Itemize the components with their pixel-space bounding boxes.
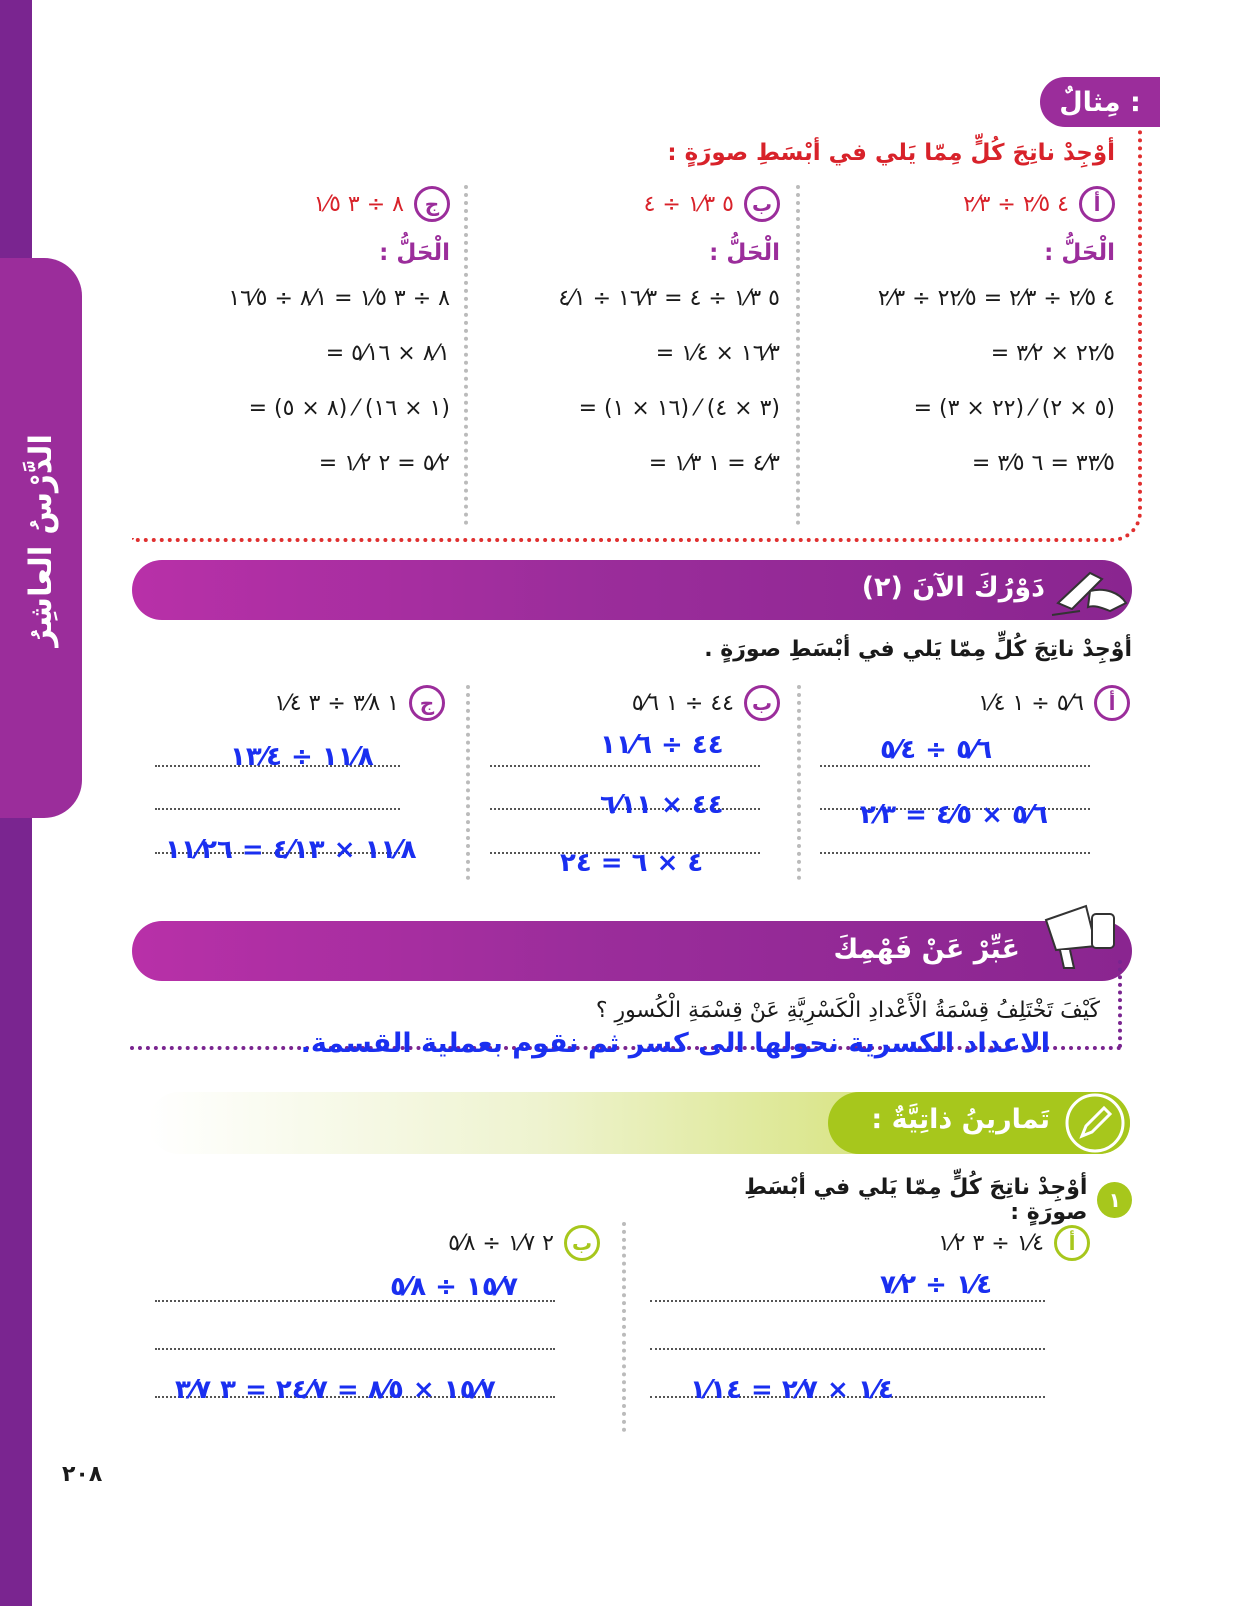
step: = (١٦ × ١) ⁄ (٣ × ٤): [578, 396, 780, 421]
pencil-hand-icon: [1050, 563, 1130, 617]
exercise-part-a: [780, 1225, 1090, 1261]
handwritten-answer: الاعداد الكسرية نحولها الى كسر ثم نقوم بعملية القسمة.: [300, 1028, 1050, 1059]
example-instruction: أوْجِدْ ناتِجَ كُلٍّ مِمّا يَلي في أبْسَطِ صورَةٍ :: [667, 140, 1115, 166]
handwritten-step: ٥⁄٦ × ٤⁄٥ = ٢⁄٣: [860, 800, 1049, 830]
step: = ٥⁄٢ = ٢ ١⁄٢: [318, 451, 450, 476]
problem: ١⁄٤ ÷ ٣ ١⁄٢: [938, 1230, 1044, 1256]
try-part-b: [490, 685, 780, 721]
exercise-instruction: أوْجِدْ ناتِجَ كُلٍّ مِمّا يَلي في أبْسَطِ صورَةٍ :: [744, 1175, 1088, 1225]
answer-line: [155, 1348, 555, 1350]
part-letter: أ: [1054, 1225, 1090, 1261]
answer-line: [820, 765, 1090, 767]
lesson-title: الدَّرْسُ العاشِرُ: [23, 433, 59, 647]
example-part-b: [485, 186, 780, 476]
handwritten-step: ٤٤ ÷ ١١⁄٦: [600, 730, 724, 760]
handwritten-step: ٤٤ × ٦⁄١١: [600, 790, 724, 820]
step: ٥ ١⁄٣ ÷ ٤ = ١٦⁄٣ ÷ ٤⁄١: [558, 286, 780, 311]
example-part-c: [150, 186, 450, 476]
column-divider: [466, 685, 470, 880]
problem: ١ ٣⁄٨ ÷ ٣ ١⁄٤: [274, 690, 399, 716]
solution-label: الْحَلُّ :: [379, 240, 450, 266]
example-part-a: [815, 186, 1115, 476]
problem: ٤٤ ÷ ١ ٥⁄٦: [631, 690, 734, 716]
step: ٤ ٢⁄٥ ÷ ٢⁄٣ = ٢٢⁄٥ ÷ ٢⁄٣: [877, 286, 1115, 311]
handwritten-step: ١⁄٤ ÷ ٧⁄٢: [880, 1270, 993, 1300]
part-letter: ب: [744, 685, 780, 721]
express-question: كَيْفَ تَخْتَلِفُ قِسْمَةُ الْأَعْدادِ الْكَسْرِيَّةِ عَنْ قِسْمَةِ الْكُسورِ ؟: [595, 998, 1100, 1023]
page-number: ٢٠٨: [62, 1462, 103, 1487]
step: = ٣٣⁄٥ = ٦ ٣⁄٥: [971, 451, 1115, 476]
try-now-title: دَوْرُكَ الآنَ (٢): [861, 572, 1045, 603]
step: = ٢٢⁄٥ × ٣⁄٢: [990, 341, 1115, 366]
column-divider: [797, 685, 801, 880]
step: ٨ ÷ ٣ ١⁄٥ = ٨⁄١ ÷ ١٦⁄٥: [228, 286, 450, 311]
column-divider: [464, 185, 468, 525]
handwritten-step: ١٥⁄٧ × ٨⁄٥ = ٢٤⁄٧ = ٣ ٣⁄٧: [175, 1375, 496, 1405]
column-divider: [796, 185, 800, 525]
problem: ٥ ١⁄٣ ÷ ٤: [643, 191, 734, 217]
express-border: [1118, 960, 1122, 1048]
handwritten-step: ١٥⁄٧ ÷ ٥⁄٨: [390, 1272, 518, 1302]
part-letter: ب: [744, 186, 780, 222]
try-part-c: [155, 685, 445, 721]
step: = ٨⁄١ × ٥⁄١٦: [325, 341, 450, 366]
handwritten-step: ٥⁄٦ ÷ ٥⁄٤: [880, 735, 993, 765]
problem: ٨ ÷ ٣ ١⁄٥: [313, 191, 404, 217]
handwritten-step: ٤ × ٦ = ٢٤: [560, 848, 704, 878]
megaphone-icon: [1040, 900, 1120, 972]
problem: ٤ ٢⁄٥ ÷ ٢⁄٣: [963, 191, 1069, 217]
part-letter: أ: [1094, 685, 1130, 721]
part-letter: ج: [409, 685, 445, 721]
express-title: عَبِّرْ عَنْ فَهْمِكَ: [833, 934, 1020, 965]
answer-line: [650, 1300, 1045, 1302]
step: = (٨ × ٥) ⁄ (١ × ١٦): [248, 396, 450, 421]
part-letter: أ: [1079, 186, 1115, 222]
step: = ٤⁄٣ = ١ ١⁄٣: [648, 451, 780, 476]
problem: ٥⁄٦ ÷ ١ ١⁄٤: [978, 690, 1084, 716]
exercise-part-b: [300, 1225, 600, 1261]
part-letter: ب: [564, 1225, 600, 1261]
solution-label: الْحَلُّ :: [1044, 240, 1115, 266]
part-letter: ج: [414, 186, 450, 222]
answer-line: [650, 1348, 1045, 1350]
pencil-icon: [1060, 1092, 1130, 1154]
problem: ٢ ١⁄٧ ÷ ٥⁄٨: [448, 1230, 554, 1256]
answer-line: [490, 765, 760, 767]
answer-line: [155, 808, 400, 810]
step: = ١٦⁄٣ × ١⁄٤: [655, 341, 780, 366]
example-badge: مِثالٌ :: [1040, 77, 1160, 127]
solution-label: الْحَلُّ :: [709, 240, 780, 266]
column-divider: [622, 1222, 626, 1432]
question-number: ١: [1097, 1182, 1132, 1218]
handwritten-step: ١⁄٤ × ٢⁄٧ = ١⁄١٤: [690, 1375, 894, 1405]
exercise-1: [680, 1175, 1132, 1225]
exercises-title: تَمارينُ ذاتِيَّةٌ :: [871, 1104, 1050, 1135]
try-part-a: [820, 685, 1130, 721]
answer-line: [820, 852, 1090, 854]
step: = (٢٢ × ٣) ⁄ (٥ × ٢): [913, 396, 1115, 421]
handwritten-step: ١١⁄٨ ÷ ١٣⁄٤: [230, 742, 374, 772]
try-now-instruction: أوْجِدْ ناتِجَ كُلٍّ مِمّا يَلي في أبْسَطِ صورَةٍ .: [704, 637, 1132, 662]
handwritten-step: ١١⁄٨ × ٤⁄١٣ = ١١⁄٢٦: [165, 835, 417, 865]
